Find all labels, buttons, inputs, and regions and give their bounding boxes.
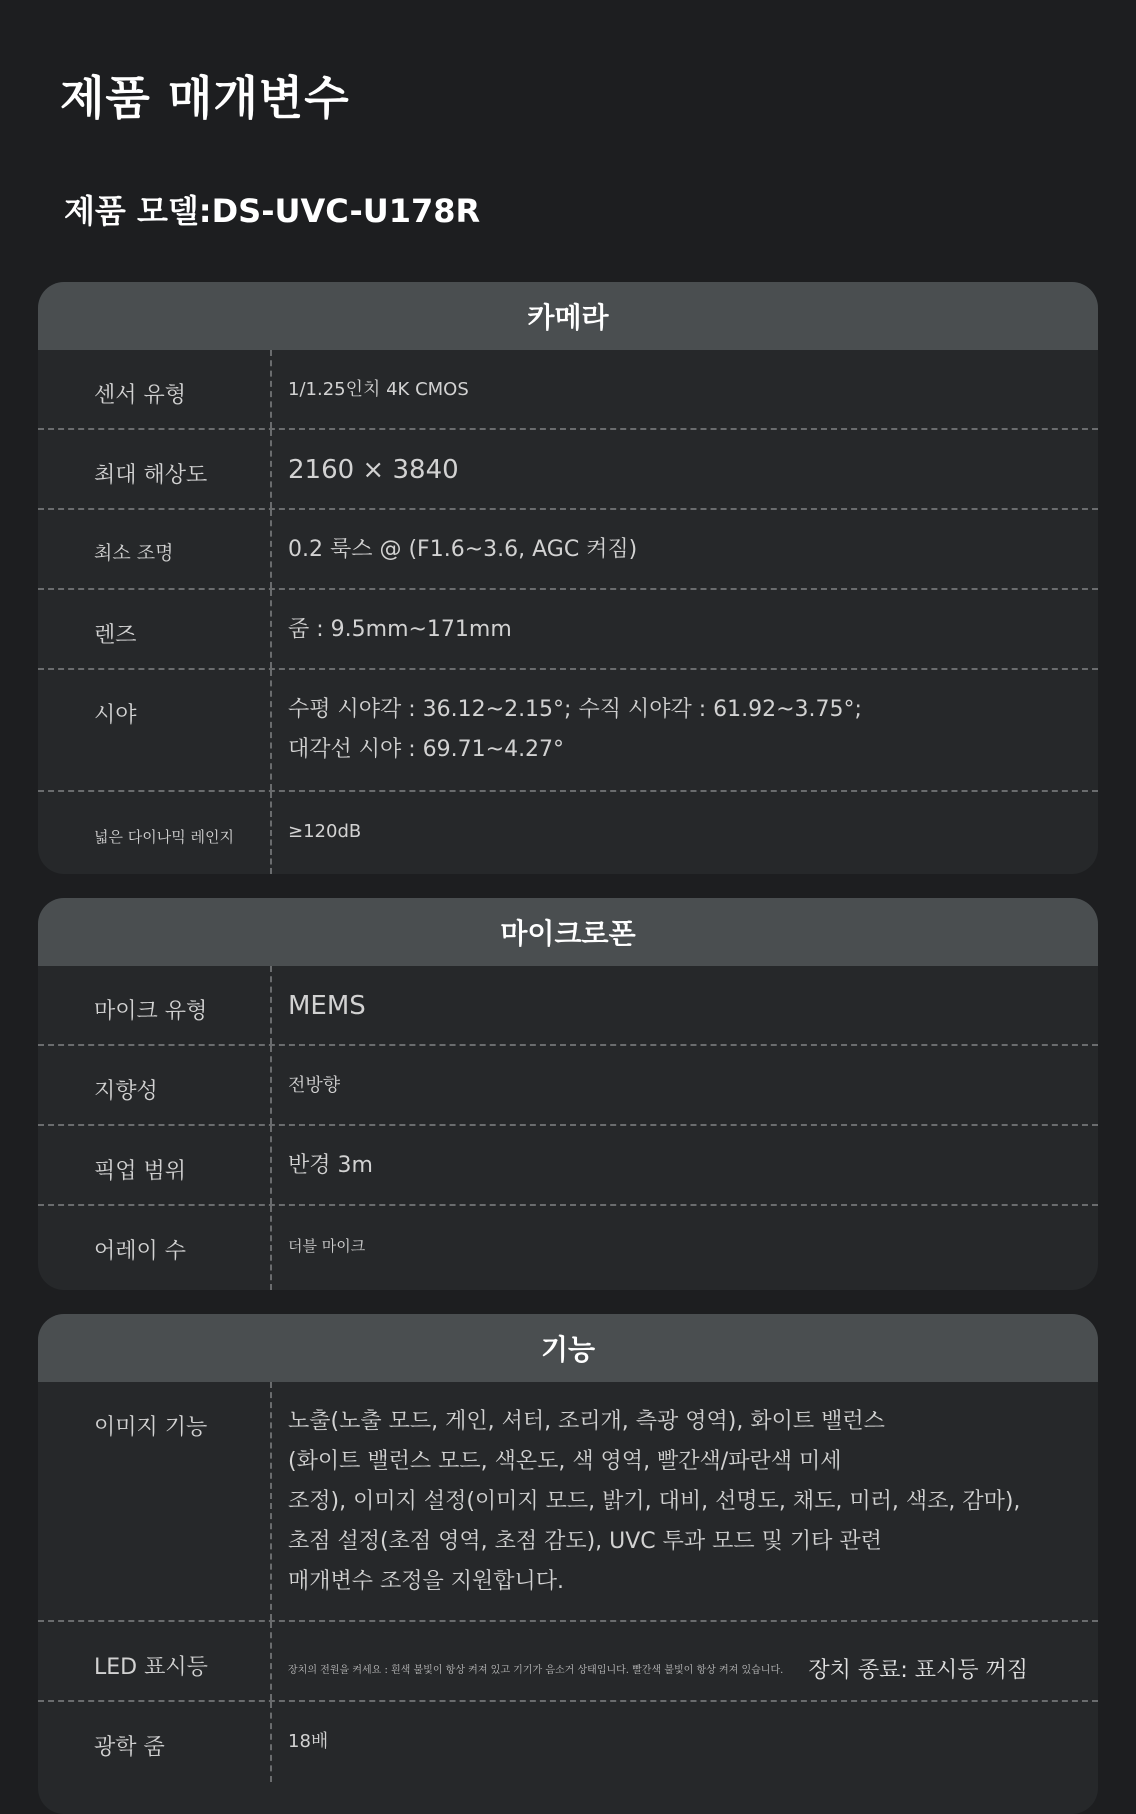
spec-row-pickup-range — [38, 1126, 1098, 1206]
spec-label: 최소 조명 — [38, 510, 272, 588]
camera-spec-card — [38, 282, 1098, 874]
spec-row-optical-zoom — [38, 1702, 1098, 1782]
spec-label: 마이크 유형 — [38, 966, 272, 1044]
page-title: 제품 매개변수 — [60, 71, 350, 125]
spec-row-field-of-view — [38, 670, 1098, 792]
spec-value: 전방향 — [288, 1075, 341, 1096]
spec-label: 광학 줌 — [38, 1702, 272, 1782]
spec-value: 2160 × 3840 — [288, 455, 459, 485]
spec-row-array-count — [38, 1206, 1098, 1290]
led-note: 장치의 전원을 켜세요 : 흰색 불빛이 항상 켜져 있고 기기가 음소거 상태입니다. 빨간색 불빛이 항상 켜져 있습니다. — [288, 1665, 784, 1676]
microphone-card-header: 마이크로폰 — [38, 898, 1098, 966]
spec-value: 18배 — [288, 1731, 329, 1752]
spec-value: ≥120dB — [288, 821, 362, 842]
spec-row-max-resolution — [38, 430, 1098, 510]
spec-label: 어레이 수 — [38, 1206, 272, 1290]
spec-row-lens — [38, 590, 1098, 670]
microphone-spec-card — [38, 898, 1098, 1290]
spec-value: 반경 3m — [288, 1153, 373, 1178]
led-off-text: 장치 종료: 표시등 꺼짐 — [808, 1658, 1028, 1683]
spec-row-image-features — [38, 1382, 1098, 1622]
spec-label: 렌즈 — [38, 590, 272, 668]
feature-line: 노출(노출 모드, 게인, 셔터, 조리개, 측광 영역), 화이트 밸런스 — [288, 1409, 885, 1434]
fov-line: 수평 시야각 : 36.12~2.15°; 수직 시야각 : 61.92~3.75°; — [288, 697, 862, 722]
feature-line: 초점 설정(초점 영역, 초점 감도), UVC 투과 모드 및 기타 관련 — [288, 1529, 882, 1554]
spec-label: LED 표시등 — [38, 1622, 272, 1700]
spec-row-sensor-type — [38, 350, 1098, 430]
spec-value: 1/1.25인치 4K CMOS — [288, 379, 469, 400]
feature-line: (화이트 밸런스 모드, 색온도, 색 영역, 빨간색/파란색 미세 — [288, 1449, 842, 1474]
spec-row-directivity — [38, 1046, 1098, 1126]
spec-value: 더블 마이크 — [288, 1237, 366, 1255]
fov-line: 대각선 시야 : 69.71~4.27° — [288, 737, 565, 762]
spec-row-wdr — [38, 792, 1098, 874]
product-model: 제품 모델:DS-UVC-U178R — [64, 192, 481, 230]
spec-label: 넓은 다이나믹 레인지 — [38, 792, 272, 874]
spec-value: MEMS — [288, 991, 366, 1021]
feature-line: 조정), 이미지 설정(이미지 모드, 밝기, 대비, 선명도, 채도, 미러, 색조, 감마), — [288, 1489, 1021, 1514]
spec-label: 이미지 기능 — [38, 1382, 272, 1620]
spec-value — [272, 662, 1098, 790]
spec-label: 지향성 — [38, 1046, 272, 1124]
spec-row-mic-type — [38, 966, 1098, 1046]
spec-value — [272, 1614, 1098, 1700]
spec-label: 최대 해상도 — [38, 430, 272, 508]
spec-row-led-indicator — [38, 1622, 1098, 1702]
spec-value: 줌 : 9.5mm~171mm — [288, 617, 512, 642]
spec-value — [272, 1374, 1098, 1620]
spec-value: 0.2 룩스 @ (F1.6~3.6, AGC 켜짐) — [288, 537, 638, 562]
spec-label: 센서 유형 — [38, 350, 272, 428]
features-spec-card — [38, 1314, 1098, 1814]
spec-label: 시야 — [38, 670, 272, 790]
camera-card-header: 카메라 — [38, 282, 1098, 350]
spec-row-min-illumination — [38, 510, 1098, 590]
feature-line: 매개변수 조정을 지원합니다. — [288, 1569, 565, 1594]
spec-label: 픽업 범위 — [38, 1126, 272, 1204]
features-card-header: 기능 — [38, 1314, 1098, 1382]
